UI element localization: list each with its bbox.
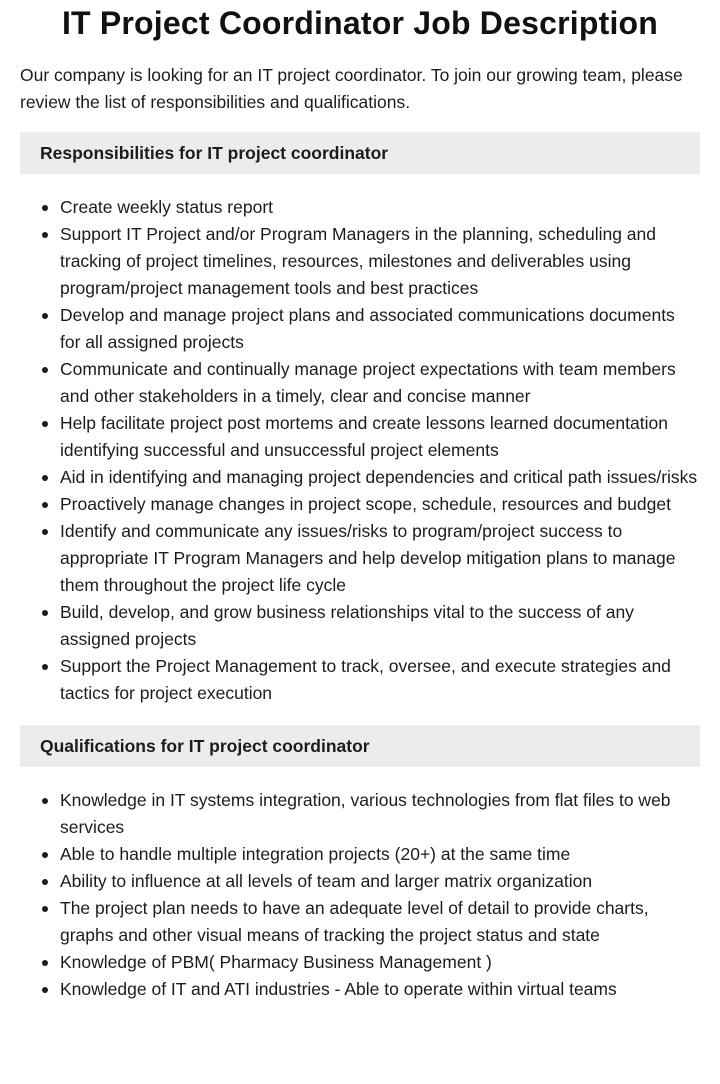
responsibilities-list <box>20 194 700 707</box>
list-item-text: Communicate and continually manage project expectations with team members and other stakeholders in a timely, clear and concise manner <box>60 359 676 406</box>
list-item <box>60 221 700 302</box>
list-item-text: Identify and communicate any issues/risks to program/project success to appropriate IT Program Managers and help develop mitigation plans to manage them throughout the project life cycle <box>60 521 676 595</box>
qualifications-heading: Qualifications for IT project coordinator <box>20 725 700 767</box>
bullet-icon <box>42 205 48 211</box>
bullet-icon <box>42 313 48 319</box>
bullet-icon <box>42 232 48 238</box>
list-item-text: Help facilitate project post mortems and create lessons learned documentation identifying successful and unsuccessful project elements <box>60 413 668 460</box>
list-item <box>60 787 700 841</box>
bullet-icon <box>42 475 48 481</box>
list-item <box>60 949 700 976</box>
bullet-icon <box>42 960 48 966</box>
list-item-text: Aid in identifying and managing project dependencies and critical path issues/risks <box>60 467 698 487</box>
list-item <box>60 464 700 491</box>
bullet-icon <box>42 987 48 993</box>
list-item <box>60 841 700 868</box>
qualifications-list <box>20 787 700 1003</box>
list-item <box>60 895 700 949</box>
bullet-icon <box>42 502 48 508</box>
page-title: IT Project Coordinator Job Description <box>61 5 659 41</box>
bullet-icon <box>42 664 48 670</box>
list-item-text: Develop and manage project plans and associated communications documents for all assigned projects <box>60 305 675 352</box>
list-item-text: Knowledge in IT systems integration, various technologies from flat files to web services <box>60 790 671 837</box>
list-item <box>60 491 700 518</box>
list-item-text: Support IT Project and/or Program Managers in the planning, scheduling and tracking of project timelines, resources, milestones and deliverables using program/project management tools and best practices <box>60 224 657 298</box>
list-item-text: Knowledge of IT and ATI industries - Able to operate within virtual teams <box>60 979 617 999</box>
bullet-icon <box>42 367 48 373</box>
list-item <box>60 599 700 653</box>
list-item-text: The project plan needs to have an adequate level of detail to provide charts, graphs and other visual means of tracking the project status and state <box>60 898 649 945</box>
list-item <box>60 302 700 356</box>
list-item <box>60 194 700 221</box>
list-item-text: Create weekly status report <box>60 197 274 217</box>
list-item <box>60 976 700 1003</box>
bullet-icon <box>42 610 48 616</box>
list-item-text: Build, develop, and grow business relationships vital to the success of any assigned projects <box>60 602 634 649</box>
responsibilities-heading: Responsibilities for IT project coordinator <box>20 132 700 174</box>
list-item <box>60 356 700 410</box>
list-item <box>60 868 700 895</box>
bullet-icon <box>42 879 48 885</box>
list-item-text: Support the Project Management to track, oversee, and execute strategies and tactics for project execution <box>60 656 671 703</box>
list-item-text: Ability to influence at all levels of team and larger matrix organization <box>60 871 593 891</box>
bullet-icon <box>42 529 48 535</box>
list-item <box>60 653 700 707</box>
bullet-icon <box>42 421 48 427</box>
bullet-icon <box>42 906 48 912</box>
list-item-text: Knowledge of PBM( Pharmacy Business Management ) <box>60 952 492 972</box>
bullet-icon <box>42 852 48 858</box>
intro-paragraph: Our company is looking for an IT project coordinator. To join our growing team, please review the list of responsibilities and qualifications. <box>20 65 683 112</box>
list-item-text: Proactively manage changes in project scope, schedule, resources and budget <box>60 494 671 514</box>
list-item <box>60 518 700 599</box>
list-item <box>60 410 700 464</box>
bullet-icon <box>42 798 48 804</box>
list-item-text: Able to handle multiple integration projects (20+) at the same time <box>60 844 571 864</box>
